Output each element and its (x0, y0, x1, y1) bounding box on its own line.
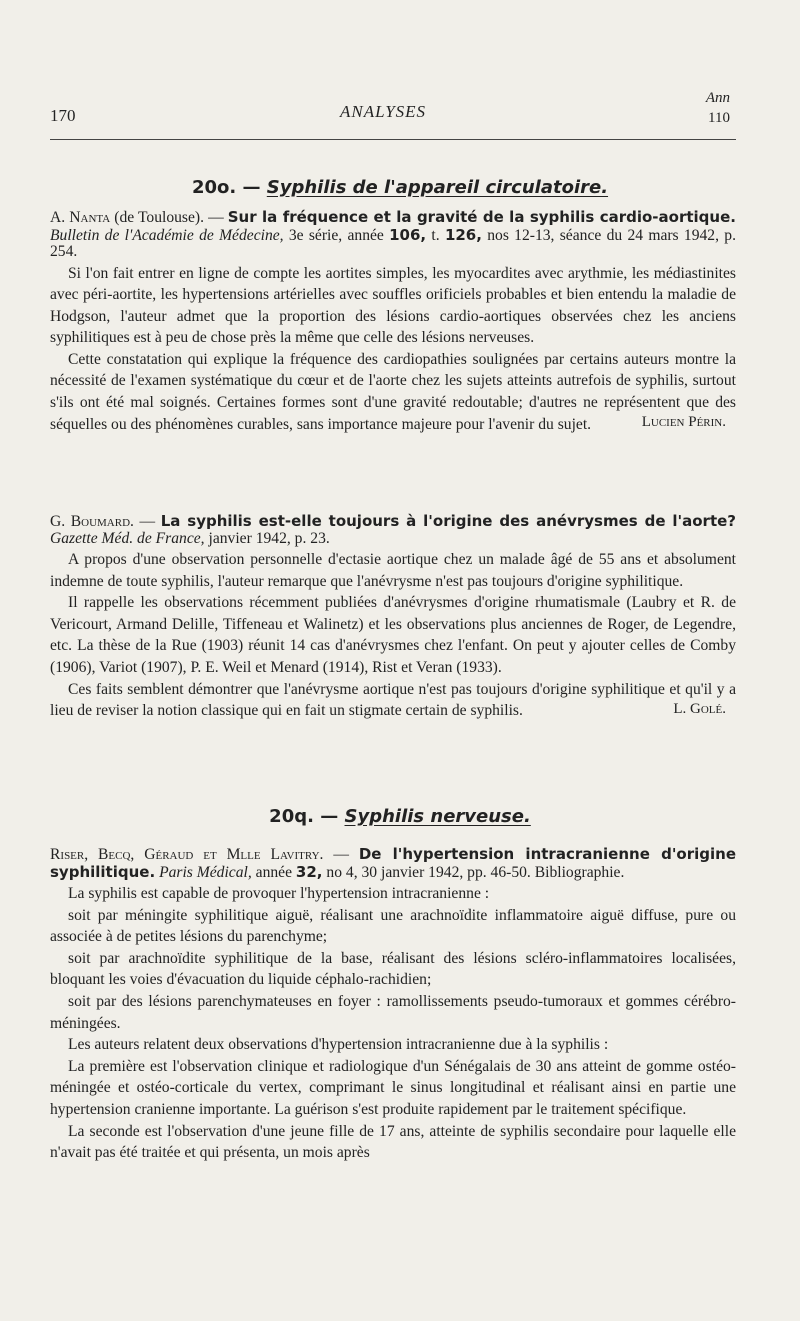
article-ref-b: t. (431, 226, 440, 244)
section-title: Syphilis de l'appareil circulatoire. (266, 177, 609, 198)
article-author: A. Nanta (50, 209, 111, 226)
article-paragraph: soit par arachnoïdite syphilitique de la base, réalisant des lésions scléro-inflammatoires localisées, bloquant les voies d'évacuation du liquide céphalo-rachidien; (50, 949, 736, 989)
section-number: 20o. (191, 177, 237, 198)
article-paragraph: A propos d'une observation personnelle d'ectasie aortique chez un malade âgé de 55 ans et absolument indemne de toute syphilis, l'auteur remarque que l'anévrysme n'est pas toujours d'origine syphilitique. (50, 551, 736, 590)
article-ref-c: nos 12-13, séance du 24 mars 1942, p. 254. (50, 226, 736, 260)
header-rule (50, 139, 736, 140)
article-ref-c: no 4, 30 janvier 1942, pp. 46-50. Bibliographie. (326, 863, 625, 881)
article-ref-a: 3e série, année (288, 226, 384, 244)
article-ref-a: janvier 1942, p. 23. (208, 529, 330, 547)
article-nanta (50, 209, 736, 431)
article-paragraph: soit par des lésions parenchymateuses en foyer : ramollissements pseudo-tumoraux et gommes cérébro-méningées. (50, 992, 736, 1032)
margin-annotation (706, 88, 730, 128)
article-paragraph: La première est l'observation clinique et radiologique d'un Sénégalais de 30 ans atteint de gomme ostéo-méningée et ostéo-corticale du vertex, comprimant le sinus longitudinal et réalisant ainsi en partie une hypertension cranienne importante. La guérison s'est produite rapidement par le traitement spécifique. (50, 1057, 736, 1118)
section-title: Syphilis nerveuse. (344, 806, 531, 827)
article-paragraph: Il rappelle les observations récemment publiées d'anévrysmes d'origine rhumatismale (Laubry et R. de Vericourt, Armand Delille, Tiffeneau et Walinetz) et les observations plus anciennes de Roger, de Legendre, etc. La thèse de la Rue (1903) réunit 14 cas d'anévrysmes chez l'enfant. On peut y ajouter celles de Comby (1906), Variot (1907), P. E. Weil et Menard (1914), Rist et Veran (1933). (50, 594, 736, 676)
article-paragraph: Cette constatation qui explique la fréquence des cardiopathies soulignées par certains auteurs montre la nécessité de l'examen systématique du cœur et de l'aorte chez les sujets atteints autrefois de syphilis, surtout s'ils ont été mal soignés. Certaines formes sont d'une gravité redoutable; d'autres ne représentent que des séquelles ou des phénomènes curables, sans importance majeure pour l'avenir du sujet. (50, 350, 736, 433)
article-journal: Bulletin de l'Académie de Médecine, (50, 226, 284, 244)
article-paragraph: La seconde est l'observation d'une jeune fille de 17 ans, atteinte de syphilis secondaire pour laquelle elle n'avait pas été traitée et qui présenta, un mois après (50, 1122, 736, 1162)
article-reference (50, 513, 736, 547)
article-author: Riser, Becq, Géraud et Mlle Lavitry. (50, 846, 324, 863)
section-heading-nervous (0, 806, 800, 827)
article-ref-a: année (255, 863, 293, 881)
section-dash: — (242, 177, 261, 198)
margin-annotation-bottom: 110 (708, 110, 730, 126)
article-author-extra: — (139, 513, 156, 530)
article-paragraph: La syphilis est capable de provoquer l'hypertension intracranienne : (68, 885, 490, 902)
margin-annotation-top: Ann (705, 90, 730, 106)
article-reference (50, 846, 736, 881)
article-paragraph: soit par méningite syphilitique aiguë, réalisant une arachnoïdite inflammatoire aiguë diffuse, pure ou associée à de petites lésions du parenchyme; (50, 906, 736, 946)
section-dash: — (320, 806, 339, 827)
article-author-extra: — (333, 846, 349, 863)
article-tome: 126, (444, 225, 482, 244)
article-paragraph: Si l'on fait entrer en ligne de compte les aortites simples, les myocardites avec arythmie, les médiastinites avec péri-aortite, les hypertensions artérielles avec souffles orificiels probables et bien entendu la maladie de Hodgson, l'auteur admet que la proportion des lésions cardio-aortiques observées chez les anciens syphilitiques est à peu de chose près la même que celle des lésions nerveuses. (50, 264, 736, 347)
running-title: ANALYSES (340, 102, 427, 121)
article-reference (50, 209, 736, 261)
article-paragraph: Les auteurs relatent deux observations d'hypertension intracranienne due à la syphilis : (68, 1036, 609, 1054)
article-riser (50, 846, 736, 1164)
article-title: Sur la fréquence et la gravité de la syphilis cardio-aortique. (227, 208, 736, 226)
section-number: 20q. (269, 806, 314, 827)
article-journal: Paris Médical, (159, 863, 252, 881)
article-author-extra: (de Toulouse). — (114, 209, 224, 226)
page-number: 170 (50, 106, 76, 125)
article-year-volume: 32, (295, 862, 323, 881)
article-signature: Lucien Périn. (641, 414, 726, 431)
section-heading-circulatory (0, 177, 800, 198)
article-signature: L. Golé. (673, 700, 726, 717)
article-journal: Gazette Méd. de France, (50, 529, 205, 547)
article-author: G. Boumard. (50, 513, 134, 530)
article-year-volume: 106, (389, 225, 427, 244)
article-paragraph: Ces faits semblent démontrer que l'anévrysme aortique n'est pas toujours d'origine syphilitique et qu'il y a lieu de reviser la notion classique qui en fait un stigmate certain de syphilis. (50, 680, 736, 720)
article-title: La syphilis est-elle toujours à l'origine des anévrysmes de l'aorte? (160, 512, 736, 530)
article-title: De l'hypertension intracranienne d'origine syphilitique. (50, 845, 736, 881)
article-boumard (50, 513, 736, 718)
